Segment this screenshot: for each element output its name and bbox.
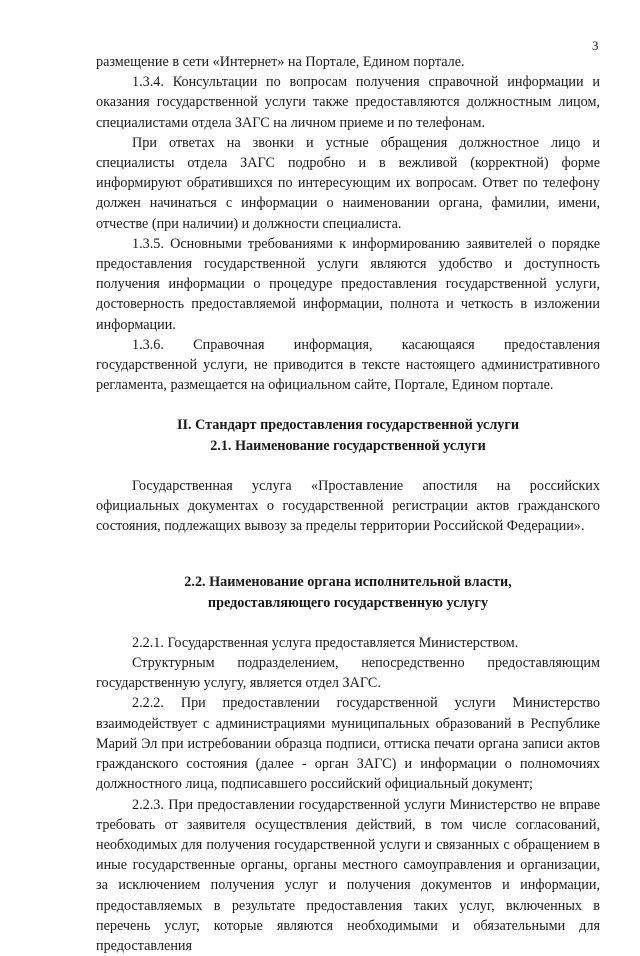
paragraph-structural-unit: Структурным подразделением, непосредственно предоставляющим государственную услугу, является отдел ЗАГС. [96, 653, 600, 693]
page-number: 3 [592, 38, 599, 54]
document-body [96, 52, 600, 956]
section-2-heading [96, 415, 600, 455]
section-2-title: II. Стандарт предоставления государственной услуги [96, 415, 600, 435]
section-2-2-heading [96, 572, 600, 612]
section-2-1-title: 2.1. Наименование государственной услуги [96, 436, 600, 456]
paragraph-2-2-2: 2.2.2. При предоставлении государственной услуги Министерство взаимодействует с администрациями муниципальных образований в Республике Марий Эл при истребовании образца подписи, оттиска печати органа записи актов гражданского состояния (далее - орган ЗАГС) и информации о полномочиях должностного лица, подписавшего российский официальный документ; [96, 693, 600, 794]
paragraph-2-2-1: 2.2.1. Государственная услуга предоставляется Министерством. [96, 633, 600, 653]
paragraph-continuation: размещение в сети «Интернет» на Портале, Едином портале. [96, 52, 600, 72]
section-2-2-title-line2: предоставляющего государственную услугу [96, 593, 600, 613]
paragraph-1-3-6: 1.3.6. Справочная информация, касающаяся предоставления государственной услуги, не приводится в тексте настоящего административного регламента, размещается на официальном сайте, Портале, Едином портале. [96, 335, 600, 396]
paragraph-2-1: Государственная услуга «Проставление апостиля на российских официальных документах о государственной регистрации актов гражданского состояния, подлежащих вывозу за пределы территории Российской Федерации». [96, 476, 600, 537]
section-2-2-title-line1: 2.2. Наименование органа исполнительной власти, [96, 572, 600, 592]
paragraph-2-2-3: 2.2.3. При предоставлении государственной услуги Министерство не вправе требовать от заявителя осуществления действий, в том числе согласований, необходимых для получения государственной услуги и связанных с обращением в иные государственные органы, органы местного самоуправления и организации, за исключением получения услуг и получения документов и информации, предоставляемых в результате предоставления таких услуг, включенных в перечень услуг, которые являются необходимыми и обязательными для предоставления [96, 795, 600, 956]
paragraph-1-3-4: 1.3.4. Консультации по вопросам получения справочной информации и оказания государственной услуги также предоставляются должностным лицом, специалистами отдела ЗАГС на личном приеме и по телефонам. [96, 72, 600, 133]
paragraph-phone-answers: При ответах на звонки и устные обращения должностное лицо и специалисты отдела ЗАГС подробно и в вежливой (корректной) форме информируют обратившихся по интересующим их вопросам. Ответ по телефону должен начинаться с информации о наименовании органа, фамилии, имени, отчестве (при наличии) и должности специалиста. [96, 133, 600, 234]
paragraph-1-3-5: 1.3.5. Основными требованиями к информированию заявителей о порядке предоставления государственной услуги являются удобство и доступность получения информации о процедуре предоставления государственной услуги, достоверность предоставляемой информации, полнота и четкость в изложении информации. [96, 234, 600, 335]
